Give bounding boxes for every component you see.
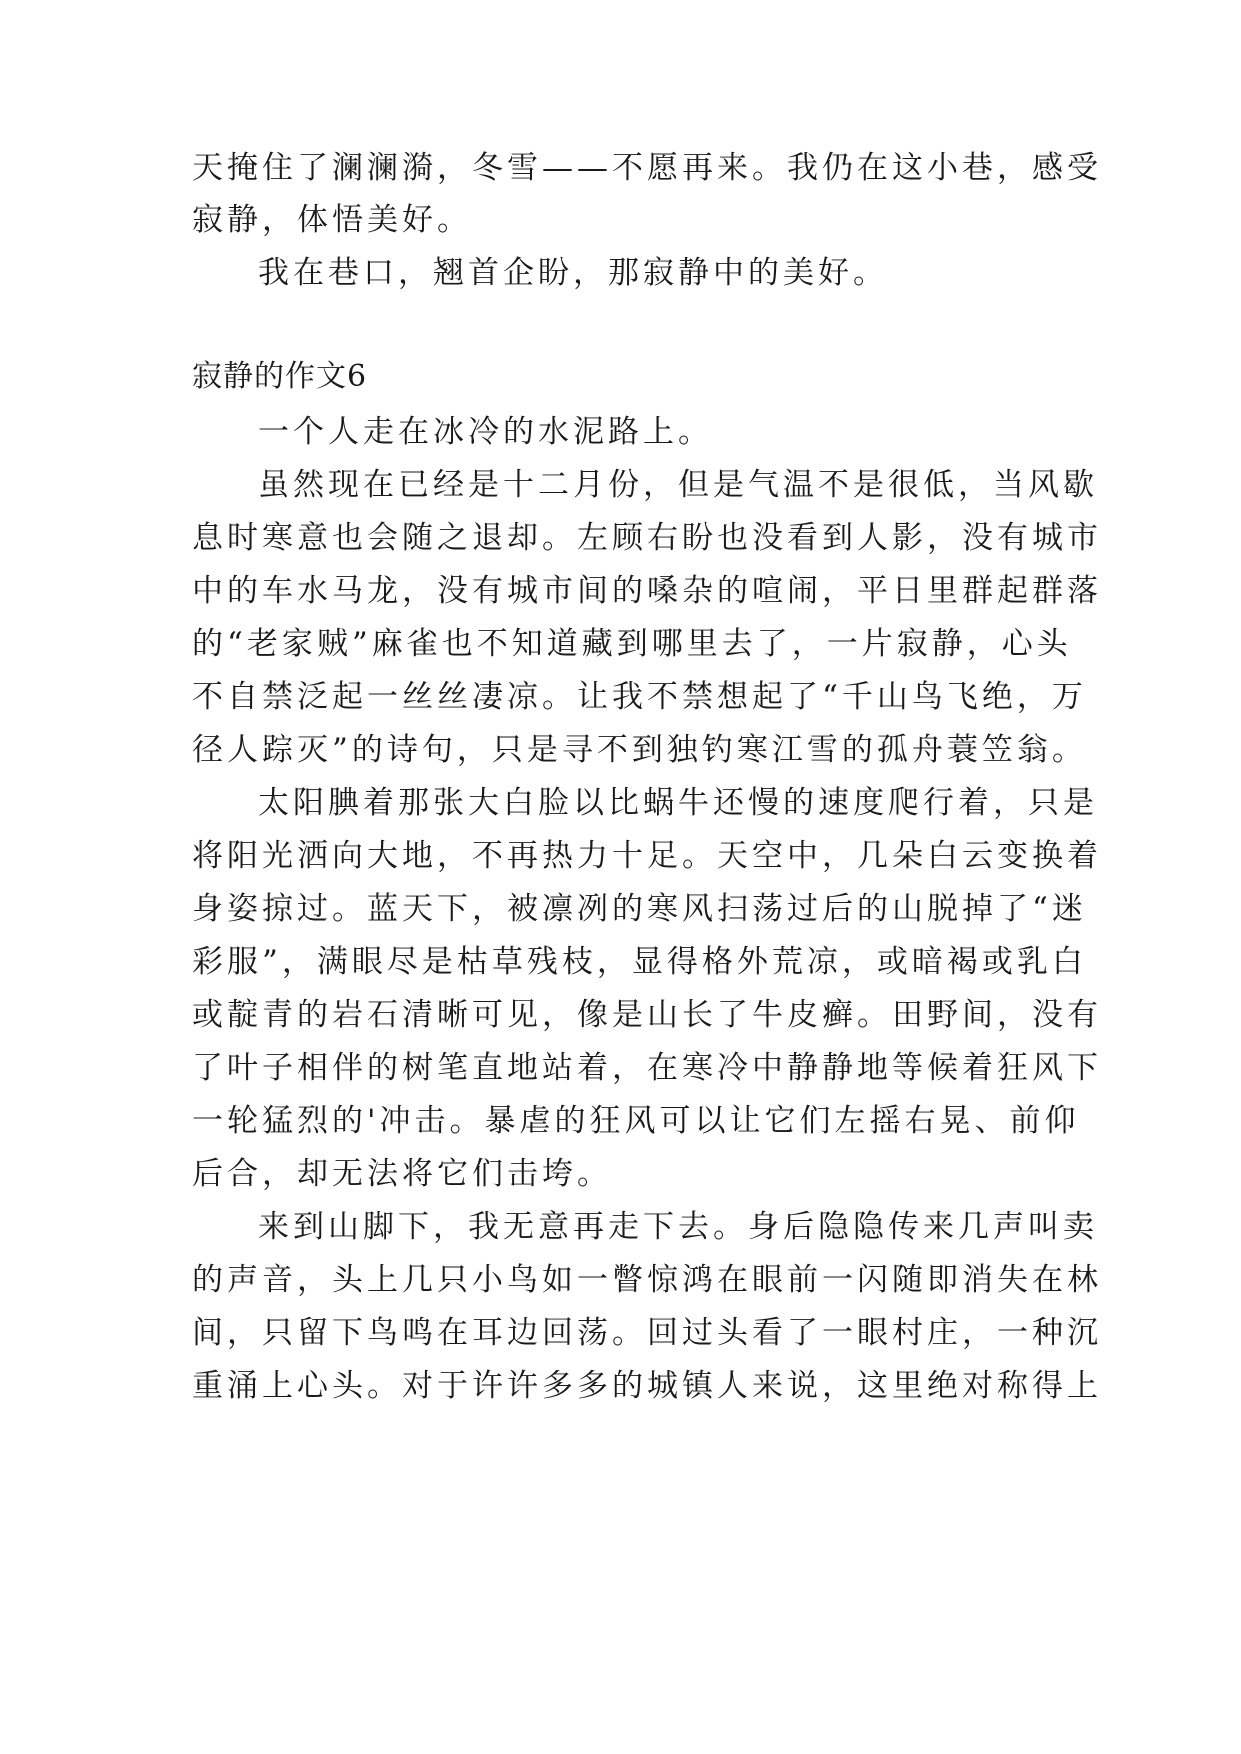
- text-line: 一轮猛烈的'冲击。暴虐的狂风可以让它们左摇右晃、前仰: [192, 1103, 1080, 1139]
- text-line: 不自禁泛起一丝丝凄凉。让我不禁想起了“千山鸟飞绝，万: [192, 679, 1087, 715]
- text-line: 径人踪灭”的诗句，只是寻不到独钓寒江雪的孤舟蓑笠翁。: [192, 732, 1087, 768]
- text-line: 了叶子相伴的树笔直地站着，在寒冷中静静地等候着狂风下: [192, 1050, 1102, 1086]
- text-line: 的声音，头上几只小鸟如一瞥惊鸿在眼前一闪随即消失在林: [192, 1262, 1102, 1298]
- section-heading: 寂静的作文6: [192, 359, 368, 394]
- text-line: 息时寒意也会随之退却。左顾右盼也没看到人影，没有城市: [192, 520, 1102, 556]
- text-line: 彩服”，满眼尽是枯草残枝，显得格外荒凉，或暗褐或乳白: [192, 944, 1087, 980]
- text-line: 来到山脚下，我无意再走下去。身后隐隐传来几声叫卖: [258, 1209, 1098, 1245]
- text-line: 寂静，体悟美好。: [192, 202, 472, 238]
- text-line: 的“老家贼”麻雀也不知道藏到哪里去了，一片寂静，心头: [192, 626, 1072, 662]
- text-line: 一个人走在冰冷的水泥路上。: [258, 414, 713, 450]
- text-line: 或靛青的岩石清晰可见，像是山长了牛皮癣。田野间，没有: [192, 997, 1102, 1033]
- text-line: 身姿掠过。蓝天下，被凛冽的寒风扫荡过后的山脱掉了“迷: [192, 891, 1087, 927]
- text-line: 间，只留下鸟鸣在耳边回荡。回过头看了一眼村庄，一种沉: [192, 1315, 1102, 1351]
- text-line: 后合，却无法将它们击垮。: [192, 1156, 612, 1192]
- text-line: 天掩住了澜澜漪，冬雪——不愿再来。我仍在这小巷，感受: [192, 150, 1102, 186]
- text-line: 虽然现在已经是十二月份，但是气温不是很低，当风歇: [258, 467, 1098, 503]
- text-line: 重涌上心头。对于许许多多的城镇人来说，这里绝对称得上: [192, 1368, 1102, 1404]
- text-line: 我在巷口，翘首企盼，那寂静中的美好。: [258, 255, 888, 291]
- text-line: 太阳腆着那张大白脸以比蜗牛还慢的速度爬行着，只是: [258, 785, 1098, 821]
- text-line: 中的车水马龙，没有城市间的嗓杂的喧闹，平日里群起群落: [192, 573, 1102, 609]
- text-line: 将阳光洒向大地，不再热力十足。天空中，几朵白云变换着: [192, 838, 1102, 874]
